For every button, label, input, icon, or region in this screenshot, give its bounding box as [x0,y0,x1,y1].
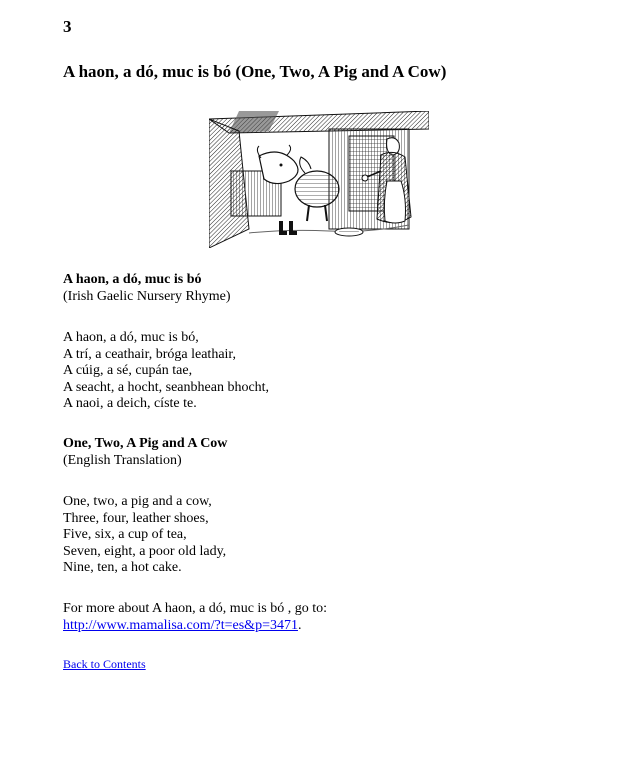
verse-line: Three, four, leather shoes, [63,510,209,526]
verse-line: A seacht, a hocht, seanbhean bhocht, [63,379,270,395]
english-rhyme-heading: One, Two, A Pig and A Cow [63,436,228,451]
verse-line: Seven, eight, a poor old lady, [63,543,227,559]
page-title: A haon, a dó, muc is bó (One, Two, A Pig and A Cow) [63,62,447,81]
irish-rhyme-heading: A haon, a dó, muc is bó [63,272,202,287]
english-rhyme-subheading: (English Translation) [63,452,182,468]
verse-line: A cúig, a sé, cupán tae, [63,363,193,378]
english-rhyme-header [63,436,227,469]
page-number: 3 [63,17,72,36]
more-info-line [63,618,327,635]
back-to-contents-link[interactable]: Back to Contents [63,657,146,671]
verse-line: One, two, a pig and a cow, [63,494,212,509]
more-info [63,601,327,634]
irish-rhyme-header [63,272,231,305]
mamalisa-link[interactable]: http://www.mamalisa.com/?t=es&p=3471 [63,617,298,633]
verse-line: Five, six, a cup of tea, [63,527,187,542]
more-info-suffix: . [297,617,302,633]
more-info-text: For more about A haon, a dó, muc is bó , go to: [63,601,328,616]
english-rhyme-verse [63,494,226,577]
woodcut-pig-cow-woman-icon [209,111,429,248]
verse-line: Nine, ten, a hot cake. [63,560,182,575]
verse-line: A naoi, a deich, císte te. [63,396,197,411]
verse-line: A haon, a dó, muc is bó, [63,330,199,345]
back-nav [63,656,146,674]
irish-rhyme-verse [63,330,269,413]
irish-rhyme-subheading: (Irish Gaelic Nursery Rhyme) [63,288,231,304]
verse-line: A trí, a ceathair, bróga leathair, [63,346,237,362]
